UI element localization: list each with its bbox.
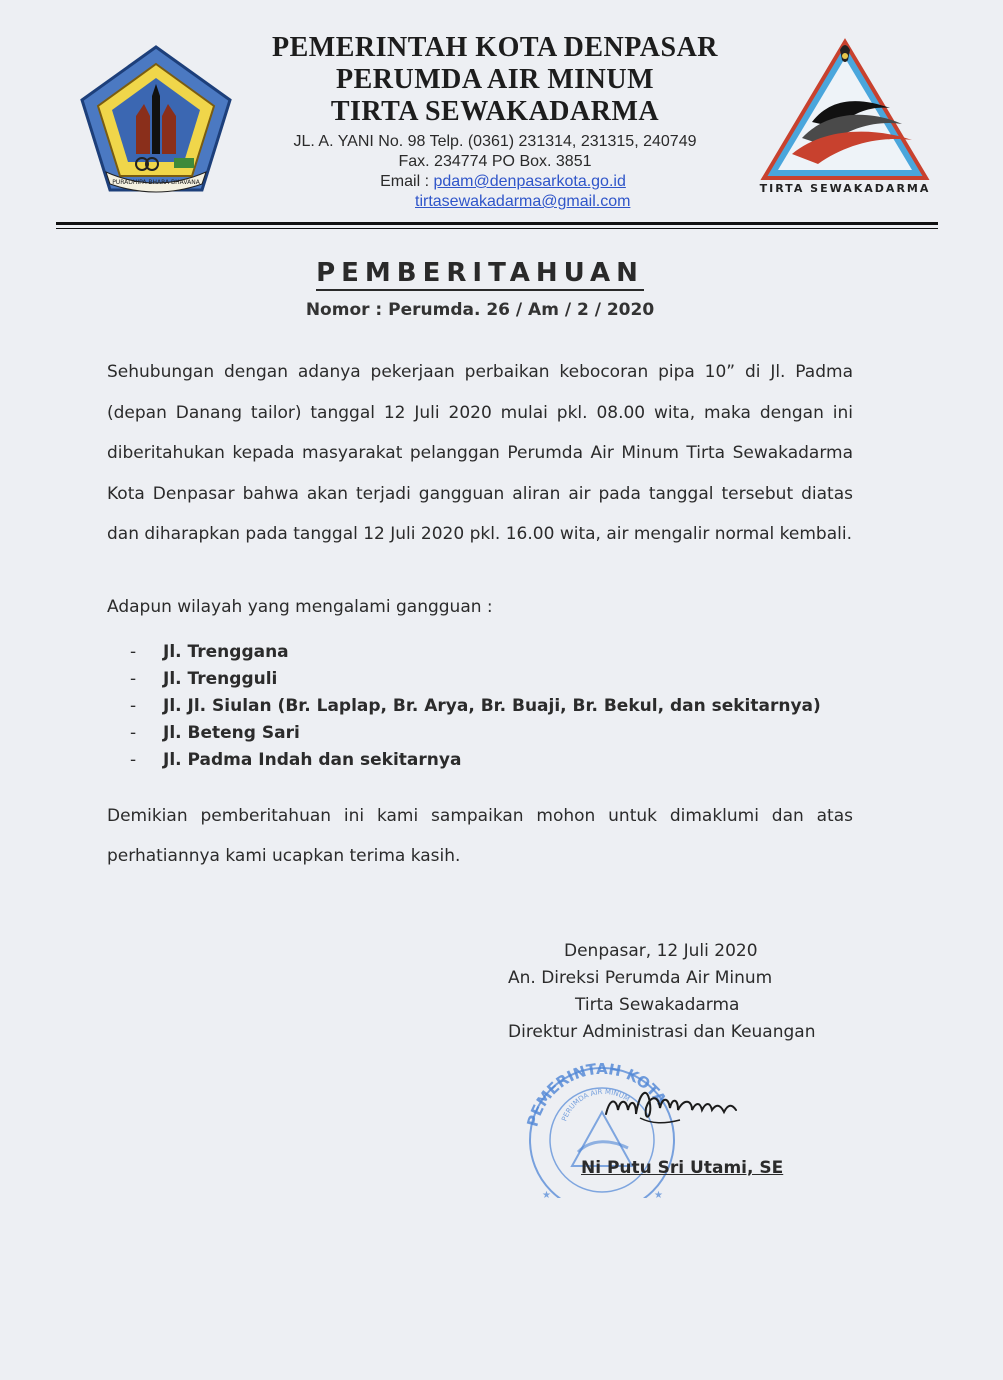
tirta-sewakadarma-logo-icon bbox=[752, 36, 938, 201]
address: JL. A. YANI No. 98 Telp. (0361) 231314, 231315, 240749 bbox=[293, 133, 697, 150]
signature-block bbox=[500, 938, 850, 1046]
handwritten-signature-icon bbox=[600, 1078, 750, 1128]
right-logo-caption: TIRTA SEWAKADARMA bbox=[759, 182, 931, 195]
area-name: Jl. Jl. Siulan (Br. Laplap, Br. Arya, Br. Buaji, Br. Bekul, dan sekitarnya) bbox=[163, 696, 821, 716]
signer-name: Ni Putu Sri Utami, SE bbox=[581, 1158, 784, 1178]
email-link-2[interactable]: tirtasewakadarma@gmail.com bbox=[415, 193, 631, 210]
document-title bbox=[0, 258, 960, 288]
denpasar-emblem-icon bbox=[78, 44, 234, 194]
document-title-text: PEMBERITAHUAN bbox=[316, 258, 644, 291]
area-name: Jl. Trengguli bbox=[163, 669, 278, 689]
contact-info bbox=[240, 132, 750, 212]
signatory-line-1: An. Direksi Perumda Air Minum bbox=[508, 968, 773, 988]
list-item: - Jl. Beteng Sari bbox=[130, 723, 300, 743]
svg-text:★: ★ bbox=[654, 1190, 663, 1198]
closing-paragraph: Demikian pemberitahuan ini kami sampaikan mohon untuk dimaklumi dan atas perhatiannya kami ucapkan terima kasih. bbox=[107, 806, 853, 866]
areas-intro: Adapun wilayah yang mengalami gangguan : bbox=[107, 597, 493, 617]
document-number: Nomor : Perumda. 26 / Am / 2 / 2020 bbox=[305, 300, 655, 320]
email-row bbox=[240, 172, 750, 192]
header-divider-thick bbox=[56, 222, 938, 225]
signatory-line-3: Direktur Administrasi dan Keuangan bbox=[508, 1022, 816, 1042]
place-date: Denpasar, 12 Juli 2020 bbox=[564, 941, 758, 961]
org-line-2: PERUMDA AIR MINUM bbox=[335, 64, 655, 95]
email-label: Email : bbox=[380, 173, 430, 190]
list-item: - Jl. Trenggana bbox=[130, 642, 289, 662]
email-link-1[interactable]: pdam@denpasarkota.go.id bbox=[433, 173, 626, 190]
org-line-1: PEMERINTAH KOTA DENPASAR bbox=[271, 32, 719, 63]
list-item: - Jl. Trengguli bbox=[130, 669, 278, 689]
org-line-3: TIRTA SEWAKADARMA bbox=[330, 96, 660, 127]
area-name: Jl. Beteng Sari bbox=[163, 723, 300, 743]
svg-text:PURADHIPA BHARA BHAVANA: PURADHIPA BHARA BHAVANA bbox=[112, 179, 200, 186]
body-paragraph: Sehubungan dengan adanya pekerjaan perbaikan kebocoran pipa 10” di Jl. Padma (depan Danang tailor) tanggal 12 Juli 2020 mulai pkl. 08.00 wita, maka dengan ini diberitahukan kepada masyarakat pelanggan Perumda Air Minum Tirta Sewakadarma Kota Denpasar bahwa akan terjadi gangguan aliran air pada tanggal tersebut diatas dan diharapkan pada tanggal 12 Juli 2020 pkl. 16.00 wita, air mengalir normal kembali. bbox=[107, 362, 853, 544]
svg-text:PEMERINTAH KOTA: PEMERINTAH KOTA bbox=[523, 1059, 671, 1129]
svg-text:PERUMDA AIR MINUM: PERUMDA AIR MINUM bbox=[560, 1087, 631, 1123]
area-name: Jl. Padma Indah dan sekitarnya bbox=[163, 750, 462, 770]
list-item: - Jl. Padma Indah dan sekitarnya bbox=[130, 750, 462, 770]
svg-text:★: ★ bbox=[542, 1190, 551, 1198]
signatory-line-2: Tirta Sewakadarma bbox=[575, 995, 740, 1015]
list-item: - Jl. Jl. Siulan (Br. Laplap, Br. Arya, Br. Buaji, Br. Bekul, dan sekitarnya) bbox=[130, 696, 821, 716]
affected-areas-list bbox=[130, 639, 821, 774]
header-divider-thin bbox=[56, 228, 938, 229]
organization-name bbox=[240, 32, 750, 128]
area-name: Jl. Trenggana bbox=[163, 642, 289, 662]
fax: Fax. 234774 PO Box. 3851 bbox=[398, 153, 592, 170]
